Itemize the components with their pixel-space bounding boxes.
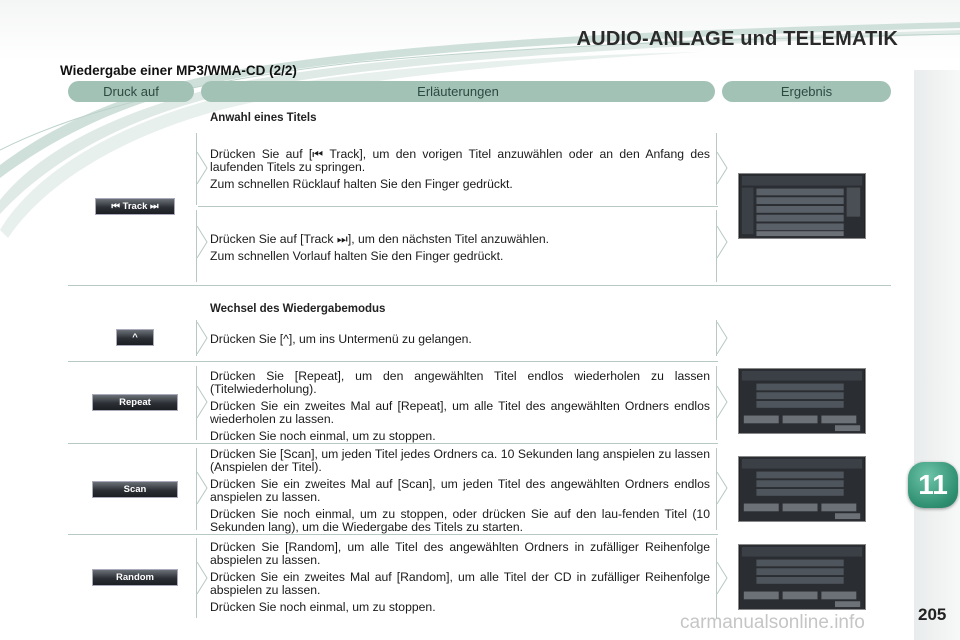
result-screen-random: [738, 544, 866, 610]
side-tab-bar: [914, 70, 960, 640]
up-arrow-button[interactable]: ^: [116, 329, 154, 346]
section-subtitle: Wiedergabe einer MP3/WMA-CD (2/2): [60, 63, 297, 78]
column-header-result: Ergebnis: [722, 81, 891, 102]
paragraph: Drücken Sie [Repeat], um den angewählten Titel endlos wiederholen zu lassen (Titelwiederholung).: [210, 369, 710, 396]
paragraph: Drücken Sie auf [⏮ Track], um den vorigen Titel anzuwählen oder an den Anfang des laufenden Titels zu springen.: [210, 147, 710, 174]
text-prev-track: [210, 148, 710, 195]
chevron-right-icon: [716, 320, 728, 356]
section-divider: [68, 285, 891, 286]
row-divider: [68, 443, 718, 444]
text-repeat: [210, 370, 710, 447]
paragraph: Drücken Sie [Random], um alle Titel des angewählten Ordners in zufälliger Reihenfolge abspielen zu lassen.: [210, 540, 710, 567]
column-header-explain: Erläuterungen: [201, 81, 715, 102]
row-divider: [198, 206, 718, 207]
section-heading-track: Anwahl eines Titels: [210, 112, 317, 124]
paragraph: Drücken Sie noch einmal, um zu stoppen.: [210, 429, 436, 443]
chevron-right-icon: [196, 560, 208, 596]
column-header-press: Druck auf: [68, 81, 194, 102]
paragraph: Zum schnellen Rücklauf halten Sie den Finger gedrückt.: [210, 177, 513, 191]
chevron-right-icon: [716, 560, 728, 596]
scan-button[interactable]: Scan: [92, 481, 178, 498]
paragraph: Drücken Sie [^], um ins Untermenü zu gelangen.: [210, 332, 472, 346]
track-button[interactable]: ⏮ Track ⏭: [95, 198, 175, 215]
repeat-button[interactable]: Repeat: [92, 394, 178, 411]
result-screen-scan: [738, 456, 866, 522]
paragraph: Drücken Sie [Scan], um jeden Titel jedes Ordners ca. 10 Sekunden lang anspielen zu lassen (Anspielen der Titel).: [210, 447, 710, 474]
paragraph: Drücken Sie ein zweites Mal auf [Scan], um jeden Titel des angewählten Ordners endlos anspielen zu lassen.: [210, 477, 710, 504]
section-heading-mode: Wechsel des Wiedergabemodus: [210, 303, 386, 315]
chevron-right-icon: [196, 150, 208, 186]
paragraph: Drücken Sie noch einmal, um zu stoppen, oder drücken Sie auf den lau-fenden Titel (10 Sekunden lang), um die Wiedergabe des Titels zu starten.: [210, 507, 710, 534]
text-submenu: [210, 333, 710, 350]
page-number: 205: [918, 605, 947, 624]
chevron-right-icon: [196, 470, 208, 506]
page-title: AUDIO-ANLAGE und TELEMATIK: [576, 28, 898, 50]
text-next-track: [210, 233, 710, 267]
watermark: carmanualsonline.info: [680, 612, 865, 633]
row-divider: [68, 361, 718, 362]
paragraph: Drücken Sie auf [Track ⏭], um den nächsten Titel anzuwählen.: [210, 232, 550, 246]
chevron-right-icon: [196, 224, 208, 260]
paragraph: Zum schnellen Vorlauf halten Sie den Finger gedrückt.: [210, 249, 504, 263]
paragraph: Drücken Sie ein zweites Mal auf [Random], um alle Titel der CD in zufälliger Reihenfolge abspielen zu lassen.: [210, 570, 710, 597]
row-divider: [68, 534, 718, 535]
chevron-right-icon: [196, 320, 208, 356]
result-screen-folder-list: [738, 173, 866, 239]
chevron-right-icon: [716, 384, 728, 420]
text-random: [210, 541, 710, 618]
chevron-right-icon: [716, 150, 728, 186]
chevron-right-icon: [716, 470, 728, 506]
text-scan: [210, 448, 710, 538]
random-button[interactable]: Random: [92, 569, 178, 586]
chevron-right-icon: [716, 224, 728, 260]
chapter-badge: 11: [908, 462, 958, 508]
chevron-right-icon: [196, 384, 208, 420]
result-screen-repeat: [738, 368, 866, 434]
paragraph: Drücken Sie noch einmal, um zu stoppen.: [210, 600, 436, 614]
paragraph: Drücken Sie ein zweites Mal auf [Repeat], um alle Titel des angewählten Ordners endlos wiederholen zu lassen.: [210, 399, 710, 426]
